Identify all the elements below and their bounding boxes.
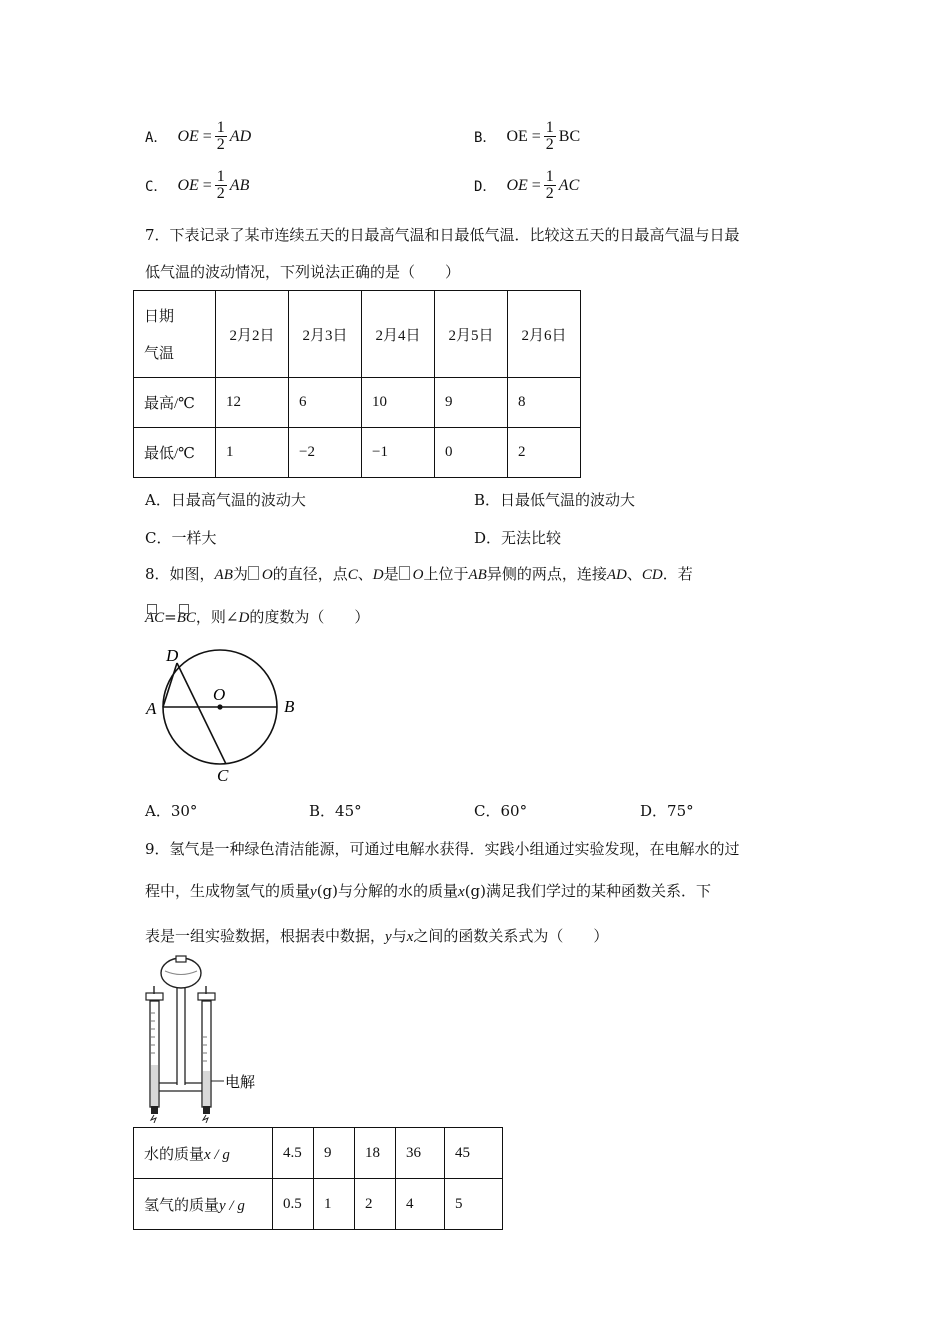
q8-option-d: D．75° [640,802,694,820]
q8-option-a: A．30° [145,802,198,820]
q7-low-value: 1 [216,428,289,478]
q9-x-value: 9 [314,1128,355,1179]
q7-option-a: A．日最高气温的波动大 [145,491,306,509]
q7-high-value: 12 [216,378,289,428]
q7-date-cell: 2月6日 [508,291,581,378]
label-c: C [217,766,229,785]
q7-high-value: 6 [289,378,362,428]
arc-bc: BC [176,610,196,626]
q6-option-d: D． OE = $\frac{1}{2}$ AC [474,168,580,202]
q9-data-table [133,1127,503,1230]
electrolysis-apparatus [138,953,278,1123]
q7-temperature-table [133,290,581,478]
q7-low-value: −2 [289,428,362,478]
q8-option-c: C．60° [474,802,528,820]
q7-low-value: −1 [362,428,435,478]
label-b: B [284,697,295,716]
q9-row-x-label: 水的质量x / g [134,1128,273,1179]
label-o: O [213,685,226,704]
circle-symbol-icon [399,566,410,580]
q6-option-b: B． OE = $\frac{1}{2}$ BC [474,119,581,153]
q7-stem-line1: 7．下表记录了某市连续五天的日最高气温和日最低气温．比较这五天的日最高气温与日最 [145,226,740,244]
q7-high-value: 10 [362,378,435,428]
center-point [217,704,222,709]
q9-x-value: 45 [445,1128,503,1179]
q7-low-value: 2 [508,428,581,478]
q7-row-low-label: 最低/℃ [134,428,216,478]
q7-low-value: 0 [435,428,508,478]
q9-y-value: 1 [314,1179,355,1230]
q9-y-value: 4 [396,1179,445,1230]
q9-y-value: 5 [445,1179,503,1230]
q7-option-d: D．无法比较 [474,529,562,547]
chord-cd [177,663,226,764]
q8-stem-line1: 8．如图，AB为 O的直径，点C、D是 O上位于AB异侧的两点，连接AD、CD．若 [145,565,693,583]
q7-stem-line2: 低气温的波动情况，下列说法正确的是（ ） [145,263,461,281]
q7-header-cell: 日期 气温 [134,291,216,378]
q9-x-value: 36 [396,1128,445,1179]
q7-option-b: B．日最低气温的波动大 [474,491,636,509]
q7-high-value: 8 [508,378,581,428]
circle-symbol-icon [248,566,259,580]
q9-x-value: 18 [355,1128,396,1179]
chord-ad [163,663,177,707]
q7-date-cell: 2月2日 [216,291,289,378]
q7-option-c: C．一样大 [145,529,217,547]
q7-date-cell: 2月5日 [435,291,508,378]
q9-stem-line3: 表是一组实验数据，根据表中数据，y与x之间的函数关系式为（ ） [145,927,609,945]
q7-date-cell: 2月3日 [289,291,362,378]
label-a: A [146,699,157,718]
q7-date-cell: 2月4日 [362,291,435,378]
q9-y-value: 0.5 [273,1179,314,1230]
q6-option-a: A． OE = $\frac{1}{2}$ AD [145,119,252,153]
q9-stem-line1: 9．氢气是一种绿色清洁能源，可通过电解水获得．实践小组通过实验发现，在电解水的过 [145,840,740,858]
q7-high-value: 9 [435,378,508,428]
q9-stem-line2: 程中，生成物氢气的质量y(g)与分解的水的质量x(g)满足我们学过的某种函数关系．下 [145,882,712,900]
q9-x-value: 4.5 [273,1128,314,1179]
q8-option-b: B．45° [309,802,362,820]
arc-ac: AC [145,610,165,626]
q8-circle-figure [140,643,310,785]
q6-option-c: C． OE = $\frac{1}{2}$ AB [145,168,250,202]
q7-row-high-label: 最高/℃ [134,378,216,428]
q8-stem-line2: AC=BC，则∠D的度数为（ ） [145,608,370,626]
q9-y-value: 2 [355,1179,396,1230]
label-d: D [166,646,179,665]
apparatus-label: 电解 [225,1073,256,1091]
q9-row-y-label: 氢气的质量y / g [134,1179,273,1230]
